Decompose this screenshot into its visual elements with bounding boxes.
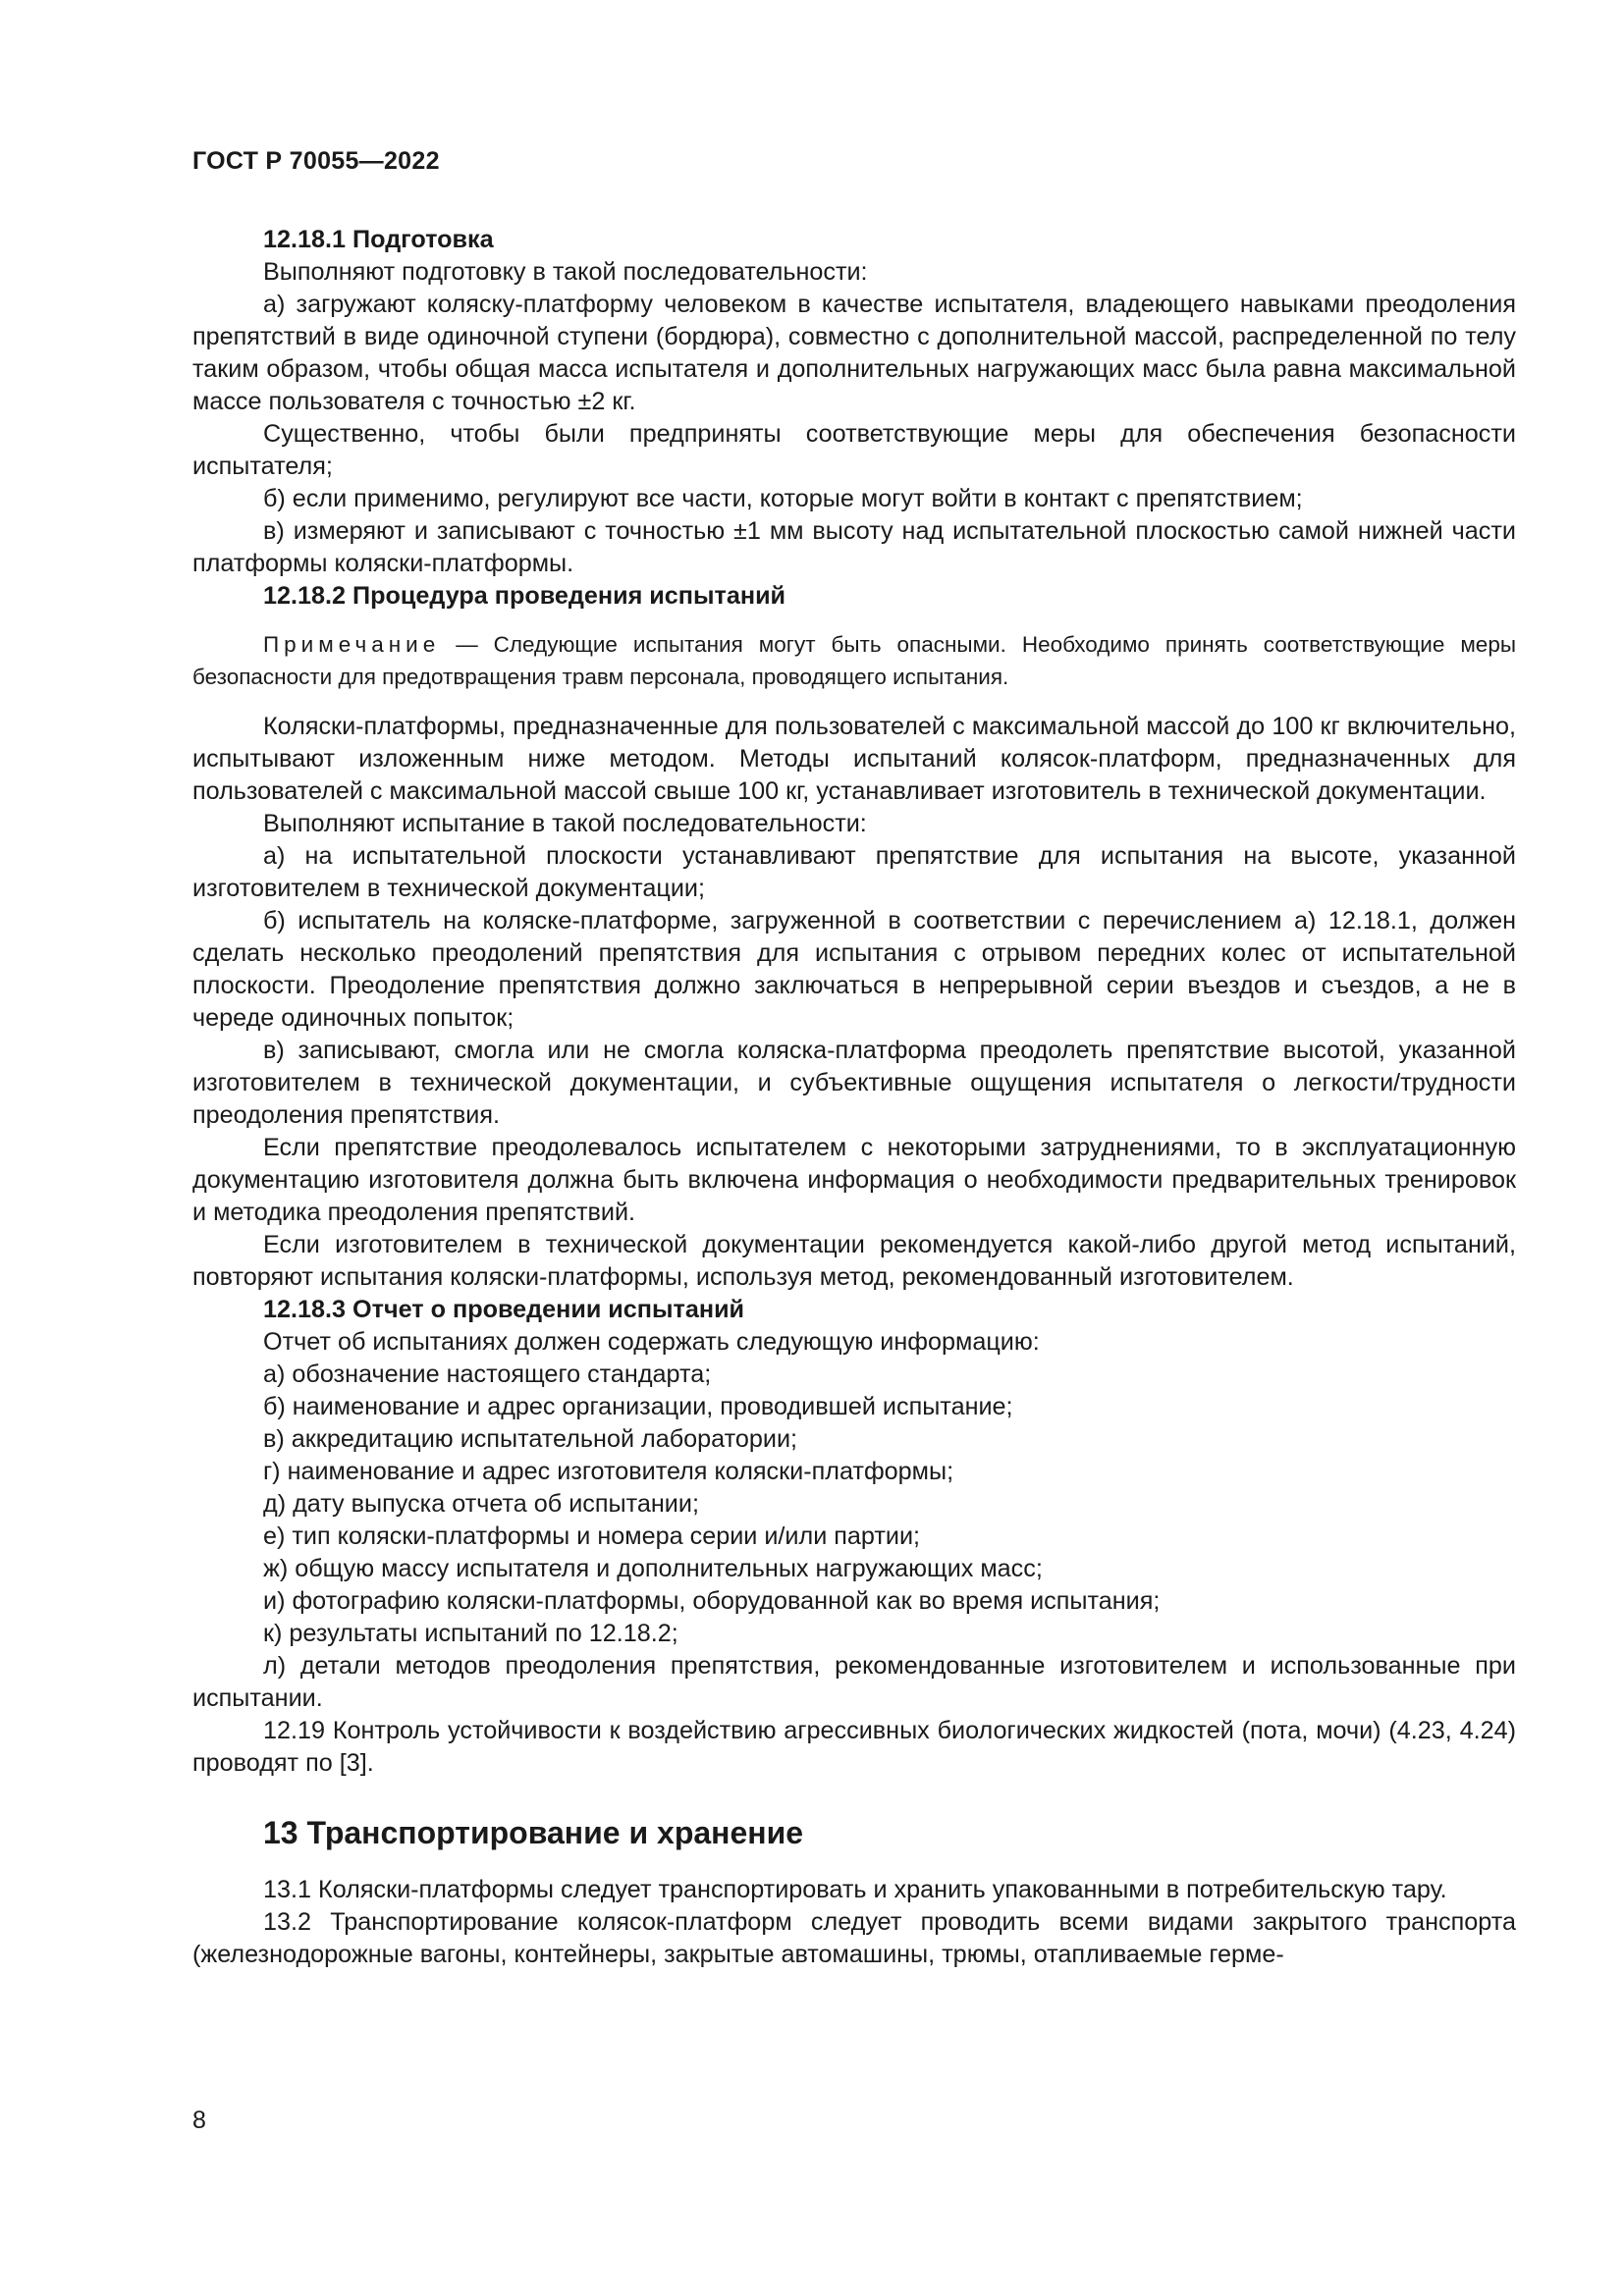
list-item: ж) общую массу испытателя и дополнительных нагружающих масс; — [263, 1555, 1043, 1582]
list-item: б) испытатель на коляске-платформе, загруженной в соответствии с перечислением а) 12.18.1, должен сделать несколько преодолений препятствия для испытания с отрывом передних колес от испытательной плоскости. Преодоление препятствия должно заключаться в непрерывной серии въездов и съездов, а не в череде одиночных попыток; — [192, 907, 1516, 1032]
list-item: е) тип коляски-платформы и номера серии и/или партии; — [263, 1522, 921, 1550]
list-item: д) дату выпуска отчета об испытании; — [263, 1490, 699, 1518]
paragraph: Коляски-платформы, предназначенные для пользователей с максимальной массой до 100 кг включительно, испытывают изложенным ниже методом. Методы испытаний колясок-платформ, предназначенных для пользователей с максимальной массой свыше 100 кг, устанавливает изготовитель в технической документации. — [192, 713, 1516, 805]
note — [192, 628, 1516, 693]
paragraph: Существенно, чтобы были предприняты соответствующие меры для обеспечения безопасности испытателя; — [192, 420, 1516, 480]
paragraph-13-2: 13.2 Транспортирование колясок-платформ следует проводить всеми видами закрытого транспорта (железнодорожные вагоны, контейнеры, закрытые автомашины, трюмы, отапливаемые герме- — [192, 1908, 1516, 1968]
page-number: 8 — [192, 2107, 206, 2134]
list-item: а) загружают коляску-платформу человеком в качестве испытателя, владеющего навыками преодоления препятствий в виде одиночной ступени (бордюра), совместно с дополнительной массой, распределенной по телу таким образом, чтобы общая масса испытателя и дополнительных нагружающих масс была равна максимальной массе пользователя с точностью ±2 кг. — [192, 291, 1516, 415]
paragraph: Отчет об испытаниях должен содержать следующую информацию: — [263, 1328, 1040, 1356]
list-item: к) результаты испытаний по 12.18.2; — [263, 1620, 678, 1647]
paragraph-13-1: 13.1 Коляски-платформы следует транспортировать и хранить упакованными в потребительскую тару. — [263, 1876, 1447, 1903]
document-header: ГОСТ Р 70055—2022 — [192, 147, 440, 175]
heading-12-18-2: 12.18.2 Процедура проведения испытаний — [263, 582, 786, 610]
heading-12-18-1: 12.18.1 Подготовка — [263, 226, 494, 253]
list-item: г) наименование и адрес изготовителя коляски-платформы; — [263, 1458, 954, 1485]
paragraph: Если изготовителем в технической документации рекомендуется какой-либо другой метод испытаний, повторяют испытания коляски-платформы, используя метод, рекомендованный изготовителем. — [192, 1231, 1516, 1291]
note-text: — Следующие испытания могут быть опасными. Необходимо принять соответствующие меры безопасности для предотвращения травм персонала, проводящего испытания. — [192, 632, 1516, 689]
list-item: в) записывают, смогла или не смогла коляска-платформа преодолеть препятствие высотой, указанной изготовителем в технической документации, и субъективные ощущения испытателя о легкости/трудности преодоления препятствия. — [192, 1037, 1516, 1129]
paragraph: Если препятствие преодолевалось испытателем с некоторыми затруднениями, то в эксплуатационную документацию изготовителя должна быть включена информация о необходимости предварительных тренировок и методика преодоления препятствий. — [192, 1134, 1516, 1226]
list-item: б) наименование и адрес организации, проводившей испытание; — [263, 1393, 1013, 1420]
note-label: Примечание — [263, 632, 441, 657]
paragraph-12-19: 12.19 Контроль устойчивости к воздействию агрессивных биологических жидкостей (пота, мочи) (4.23, 4.24) проводят по [3]. — [192, 1717, 1516, 1777]
list-item: б) если применимо, регулируют все части, которые могут войти в контакт с препятствием; — [263, 485, 1303, 512]
list-item: л) детали методов преодоления препятствия, рекомендованные изготовителем и использованные при испытании. — [192, 1652, 1516, 1712]
list-item: а) на испытательной плоскости устанавливают препятствие для испытания на высоте, указанной изготовителем в технической документации; — [192, 842, 1516, 902]
list-item: а) обозначение настоящего стандарта; — [263, 1361, 712, 1388]
list-item: в) измеряют и записывают с точностью ±1 мм высоту над испытательной плоскостью самой нижней части платформы коляски-платформы. — [192, 517, 1516, 577]
document-body — [192, 224, 1516, 1971]
list-item: в) аккредитацию испытательной лаборатории; — [263, 1425, 798, 1453]
paragraph: Выполняют подготовку в такой последовательности: — [263, 258, 868, 286]
section-title-13: 13 Транспортирование и хранение — [263, 1815, 804, 1850]
list-item: и) фотографию коляски-платформы, оборудованной как во время испытания; — [263, 1587, 1161, 1615]
heading-12-18-3: 12.18.3 Отчет о проведении испытаний — [263, 1296, 745, 1323]
paragraph: Выполняют испытание в такой последовательности: — [263, 810, 867, 837]
